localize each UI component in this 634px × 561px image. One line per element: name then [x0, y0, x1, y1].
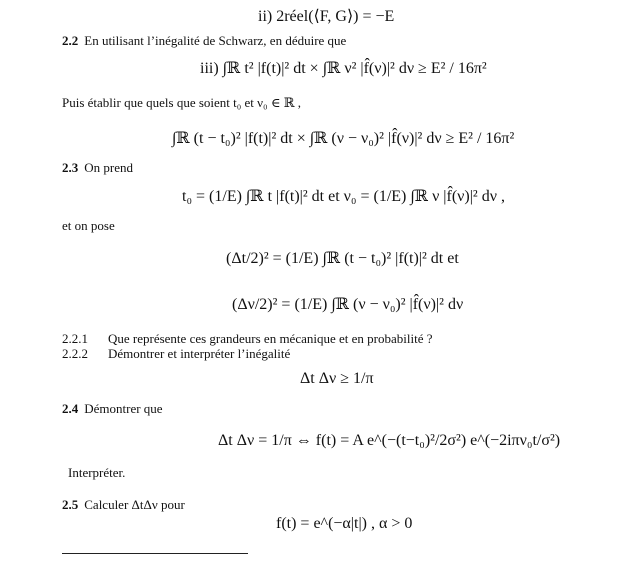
section-2-2 [62, 33, 346, 49]
section-2-4 [62, 401, 163, 417]
text-interpreter: Interpréter. [68, 465, 126, 480]
question-2-2-2 [62, 346, 290, 362]
section-text: En utilisant l’inégalité de Schwarz, en déduire que [84, 33, 347, 48]
question-text: Que représente ces grandeurs en mécanique et en probabilité ? [108, 331, 433, 346]
formula-equality: Δt Δν = 1/π ⇔ f(t) = A e^(−(t−t₀)²/2σ²) e^(−2iπν₀t/σ²) [218, 432, 561, 449]
section-2-5 [62, 497, 185, 513]
section-number: 2.5 [62, 497, 79, 512]
section-number: 2.3 [62, 160, 79, 175]
question-number: 2.2.1 [62, 331, 88, 346]
question-text: Démontrer et interpréter l’inégalité [108, 346, 291, 361]
formula-general: ∫ℝ (t − t₀)² |f(t)|² dt × ∫ℝ (ν − ν₀)² |f̂(ν)|² dν ≥ E² / 16π² [172, 130, 515, 147]
formula-delta-t: (Δt/2)² = (1/E) ∫ℝ (t − t₀)² |f(t)|² dt et [226, 250, 459, 267]
section-text: Calculer ΔtΔν pour [84, 497, 185, 512]
formula-t0-nu0: t₀ = (1/E) ∫ℝ t |f(t)|² dt et ν₀ = (1/E) ∫ℝ ν |f̂(ν)|² dν , [182, 188, 505, 205]
formula-delta-nu: (Δν/2)² = (1/E) ∫ℝ (ν − ν₀)² |f̂(ν)|² dν [232, 296, 464, 313]
section-2-3 [62, 160, 133, 176]
formula-iii: iii) ∫ℝ t² |f(t)|² dt × ∫ℝ ν² |f̂(ν)|² dν ≥ E² / 16π² [200, 60, 487, 77]
footnote-rule [62, 553, 248, 554]
formula-ii: ii) 2réel(⟨F, G⟩) = −E [258, 8, 395, 25]
section-number: 2.2 [62, 33, 79, 48]
text-pose: et on pose [62, 218, 115, 233]
question-2-2-1 [62, 331, 433, 347]
formula-example: f(t) = e^(−α|t|) , α > 0 [276, 515, 413, 532]
section-text: Démontrer que [84, 401, 163, 416]
section-text: On prend [84, 160, 133, 175]
formula-inequality: Δt Δν ≥ 1/π [300, 370, 374, 387]
section-number: 2.4 [62, 401, 79, 416]
text-then: Puis établir que quels que soient t₀ et ν₀ ∈ ℝ , [62, 95, 302, 110]
question-number: 2.2.2 [62, 346, 88, 361]
